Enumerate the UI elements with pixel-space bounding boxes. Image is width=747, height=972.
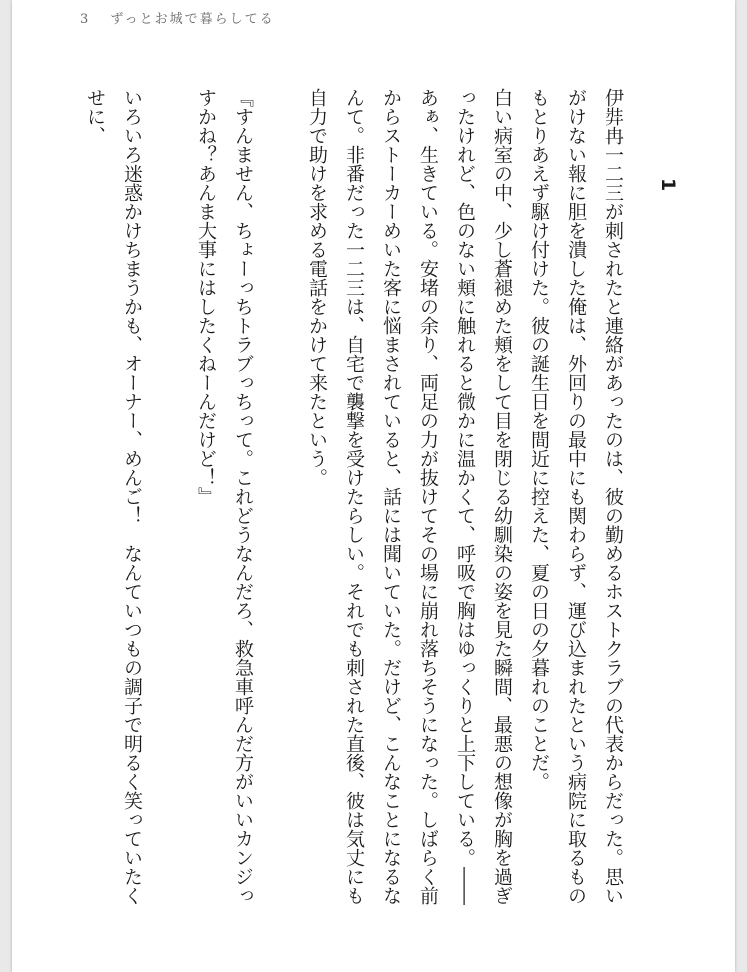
body-text [72,88,686,908]
blank-line [261,88,298,908]
vertical-text-column [72,88,686,908]
dialogue-paragraph: 『すんません、ちょーっちトラブっちって。これどうなんだろ、救急車呼んだ方がいいカンジっすかね？あんま大事にはしたくねーんだけど！』 [195,88,254,905]
paragraph-4: いろいろ迷惑かけちまうかも、オーナー、めんご！ なんていつもの調子で明るく笑っていたくせに、 [84,88,143,905]
page-number: 3 [80,12,91,27]
paragraph-2: 白い病室の中、少し蒼褪めた頬をして目を閉じる幼馴染の姿を見た瞬間、最悪の想像が胸を過ぎったけれど、色のない頬に触れると微かに温かくて、呼吸で胸はゆっくりと上下している。――あぁ、生きている。安堵の余り、両足の力が抜けてその場に崩れ落ちそうになった。しばらく前からストーカーめいた客に悩まされていると、話には聞いていた。だけど、こんなことになるなんて。非番だった一二三は、自宅で襲撃を受けたらしい。それでも刺された直後、彼は気丈にも自力で助けを求める電話をかけて来たという。 [306,88,513,905]
chapter-title: ずっとお城で暮らしてる [110,12,275,27]
chapter-number: 1 [657,178,679,192]
running-head [80,8,275,27]
blank-line [150,88,187,908]
book-page [12,0,735,972]
paragraph-1: 伊弉冉一二三が刺されたと連絡があったのは、彼の勤めるホストクラブの代表からだった。思いがけない報に胆を潰した俺は、外回りの最中にも関わらず、運び込まれたという病院に取るものもとりあえず駆け付けた。彼の誕生日を間近に控えた、夏の日の夕暮れのことだ。 [528,88,624,905]
